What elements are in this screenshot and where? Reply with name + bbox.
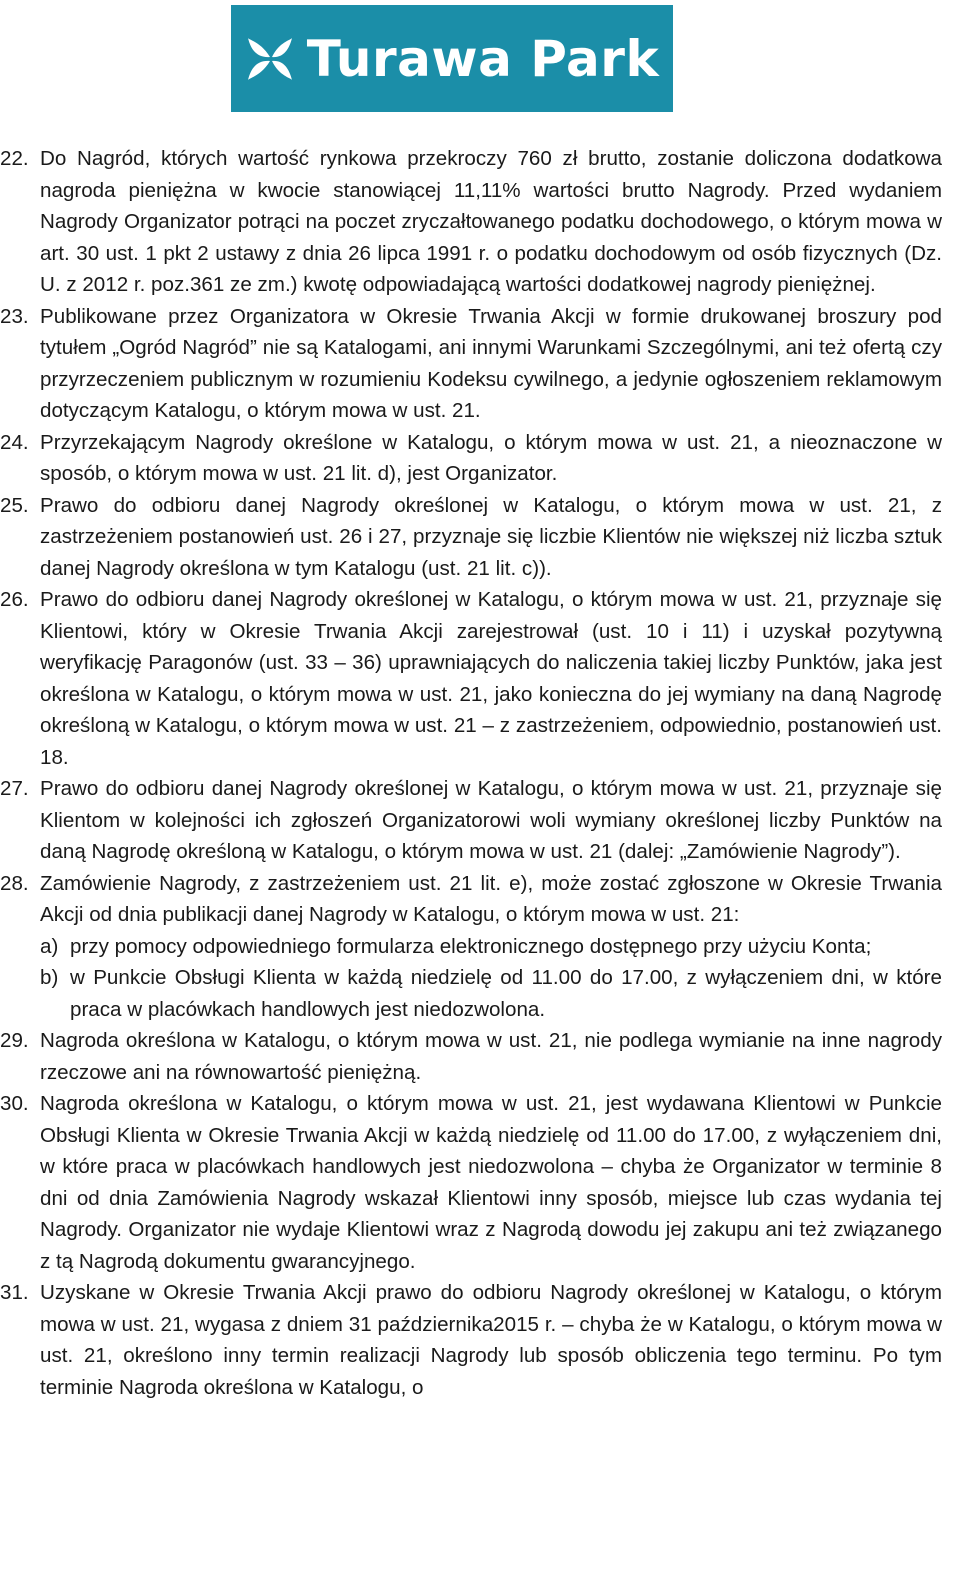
item-text: Prawo do odbioru danej Nagrody określonej w Katalogu, o którym mowa w ust. 21, przyznaje się Klientom w kolejności ich zgłoszeń Organizatorowi woli wymiany określonej liczby Punktów na daną Nagrodę określoną w Katalogu, o którym mowa w ust. 21 (dalej: „Zamówienie Nagrody”).	[40, 777, 942, 863]
item-text: Nagroda określona w Katalogu, o którym mowa w ust. 21, jest wydawana Klientowi w Punkcie Obsługi Klienta w Okresie Trwania Akcji w każdą niedzielę od 11.00 do 17.00, z wyłączeniem dni, w które praca w placówkach handlowych jest niedozwolona – chyba że Organizator w terminie 8 dni od dnia Zamówienia Nagrody wskazał Klientowi inny sposób, miejsce lub czas wydania tej Nagrody. Organizator nie wydaje Klientowi wraz z Nagrodą dowodu jej zakupu ani też związanego z tą Nagrodą dokumentu gwarancyjnego.	[40, 1092, 942, 1273]
item-number: 26.	[0, 588, 29, 611]
item-number: 23.	[0, 304, 29, 328]
list-item	[0, 490, 960, 585]
list-item	[0, 1025, 960, 1088]
list-item	[0, 584, 960, 773]
list-item	[0, 427, 960, 490]
item-number: 22.	[0, 147, 29, 170]
item-text: Uzyskane w Okresie Trwania Akcji prawo do odbioru Nagrody określonej w Katalogu, o którym mowa w ust. 21, wygasa z dniem 31 października2015 r. – chyba że w Katalogu, o którym mowa w ust. 21, określono inny termin realizacji Nagrody lub sposób obliczenia tego terminu. Po tym terminie Nagroda określona w Katalogu, o	[40, 1281, 942, 1399]
item-number: 25.	[0, 493, 29, 517]
list-item	[0, 868, 960, 1026]
item-number: 31.	[0, 1281, 29, 1304]
regulations-list	[0, 143, 960, 1403]
item-text: Prawo do odbioru danej Nagrody określonej w Katalogu, o którym mowa w ust. 21, z zastrzeżeniem postanowień ust. 26 i 27, przyznaje się liczbie Klientów nie większej niż liczba sztuk danej Nagrody określona w tym Katalogu (ust. 21 lit. c)).	[40, 493, 942, 580]
flower-icon	[245, 34, 295, 84]
sub-item-text: przy pomocy odpowiedniego formularza elektronicznego dostępnego przy użyciu Konta;	[70, 934, 872, 958]
list-item	[0, 1088, 960, 1277]
item-number: 28.	[0, 871, 29, 895]
item-number: 29.	[0, 1029, 29, 1052]
list-item	[0, 143, 960, 301]
item-text: Przyrzekającym Nagrody określone w Katalogu, o którym mowa w ust. 21, a nieoznaczone w sposób, o którym mowa w ust. 21 lit. d), jest Organizator.	[40, 430, 942, 485]
item-number: 24.	[0, 430, 29, 454]
item-text: Publikowane przez Organizatora w Okresie Trwania Akcji w formie drukowanej broszury pod tytułem „Ogród Nagród” nie są Katalogami, ani innymi Warunkami Szczególnymi, ani też ofertą czy przyrzeczeniem publicznym w rozumieniu Kodeksu cywilnego, a jedynie ogłoszeniem reklamowym dotyczącym Katalogu, o którym mowa w ust. 21.	[40, 304, 942, 422]
item-number: 30.	[0, 1092, 29, 1115]
list-item	[0, 301, 960, 427]
list-item	[0, 773, 960, 868]
item-text: Do Nagród, których wartość rynkowa przekroczy 760 zł brutto, zostanie doliczona dodatkowa nagroda pieniężna w kwocie stanowiącej 11,11% wartości brutto Nagrody. Przed wydaniem Nagrody Organizator potrąci na poczet zryczałtowanego podatku dochodowego, o którym mowa w art. 30 ust. 1 pkt 2 ustawy z dnia 26 lipca 1991 r. o podatku dochodowym od osób fizycznych (Dz. U. z 2012 r. poz.361 ze zm.) kwotę odpowiadającą wartości dodatkowej nagrody pieniężnej.	[40, 147, 942, 296]
sub-item	[40, 931, 942, 963]
brand-name: Turawa Park	[306, 29, 660, 88]
item-text: Zamówienie Nagrody, z zastrzeżeniem ust. 21 lit. e), może zostać zgłoszone w Okresie Trwania Akcji od dnia publikacji danej Nagrody w Katalogu, o którym mowa w ust. 21:	[40, 871, 942, 926]
item-text: Nagroda określona w Katalogu, o którym mowa w ust. 21, nie podlega wymianie na inne nagrody rzeczowe ani na równowartość pieniężną.	[40, 1029, 942, 1084]
brand-header	[231, 5, 673, 112]
item-text: Prawo do odbioru danej Nagrody określonej w Katalogu, o którym mowa w ust. 21, przyznaje się Klientowi, który w Okresie Trwania Akcji zarejestrował (ust. 10 i 11) i uzyskał pozytywną weryfikację Paragonów (ust. 33 – 36) uprawniających do naliczenia takiej liczby Punktów, jaka jest określona w Katalogu, o którym mowa w ust. 21, jako konieczna do jej wymiany na daną Nagrodę określoną w Katalogu, o którym mowa w ust. 21 – z zastrzeżeniem, odpowiednio, postanowień ust. 18.	[40, 588, 942, 769]
sub-item	[40, 962, 942, 1025]
sub-item-letter: a)	[40, 934, 59, 958]
sub-item-letter: b)	[40, 966, 59, 989]
list-item	[0, 1277, 960, 1403]
item-number: 27.	[0, 777, 29, 800]
sub-item-text: w Punkcie Obsługi Klienta w każdą niedzielę od 11.00 do 17.00, z wyłączeniem dni, w które praca w placówkach handlowych jest niedozwolona.	[70, 966, 942, 1021]
